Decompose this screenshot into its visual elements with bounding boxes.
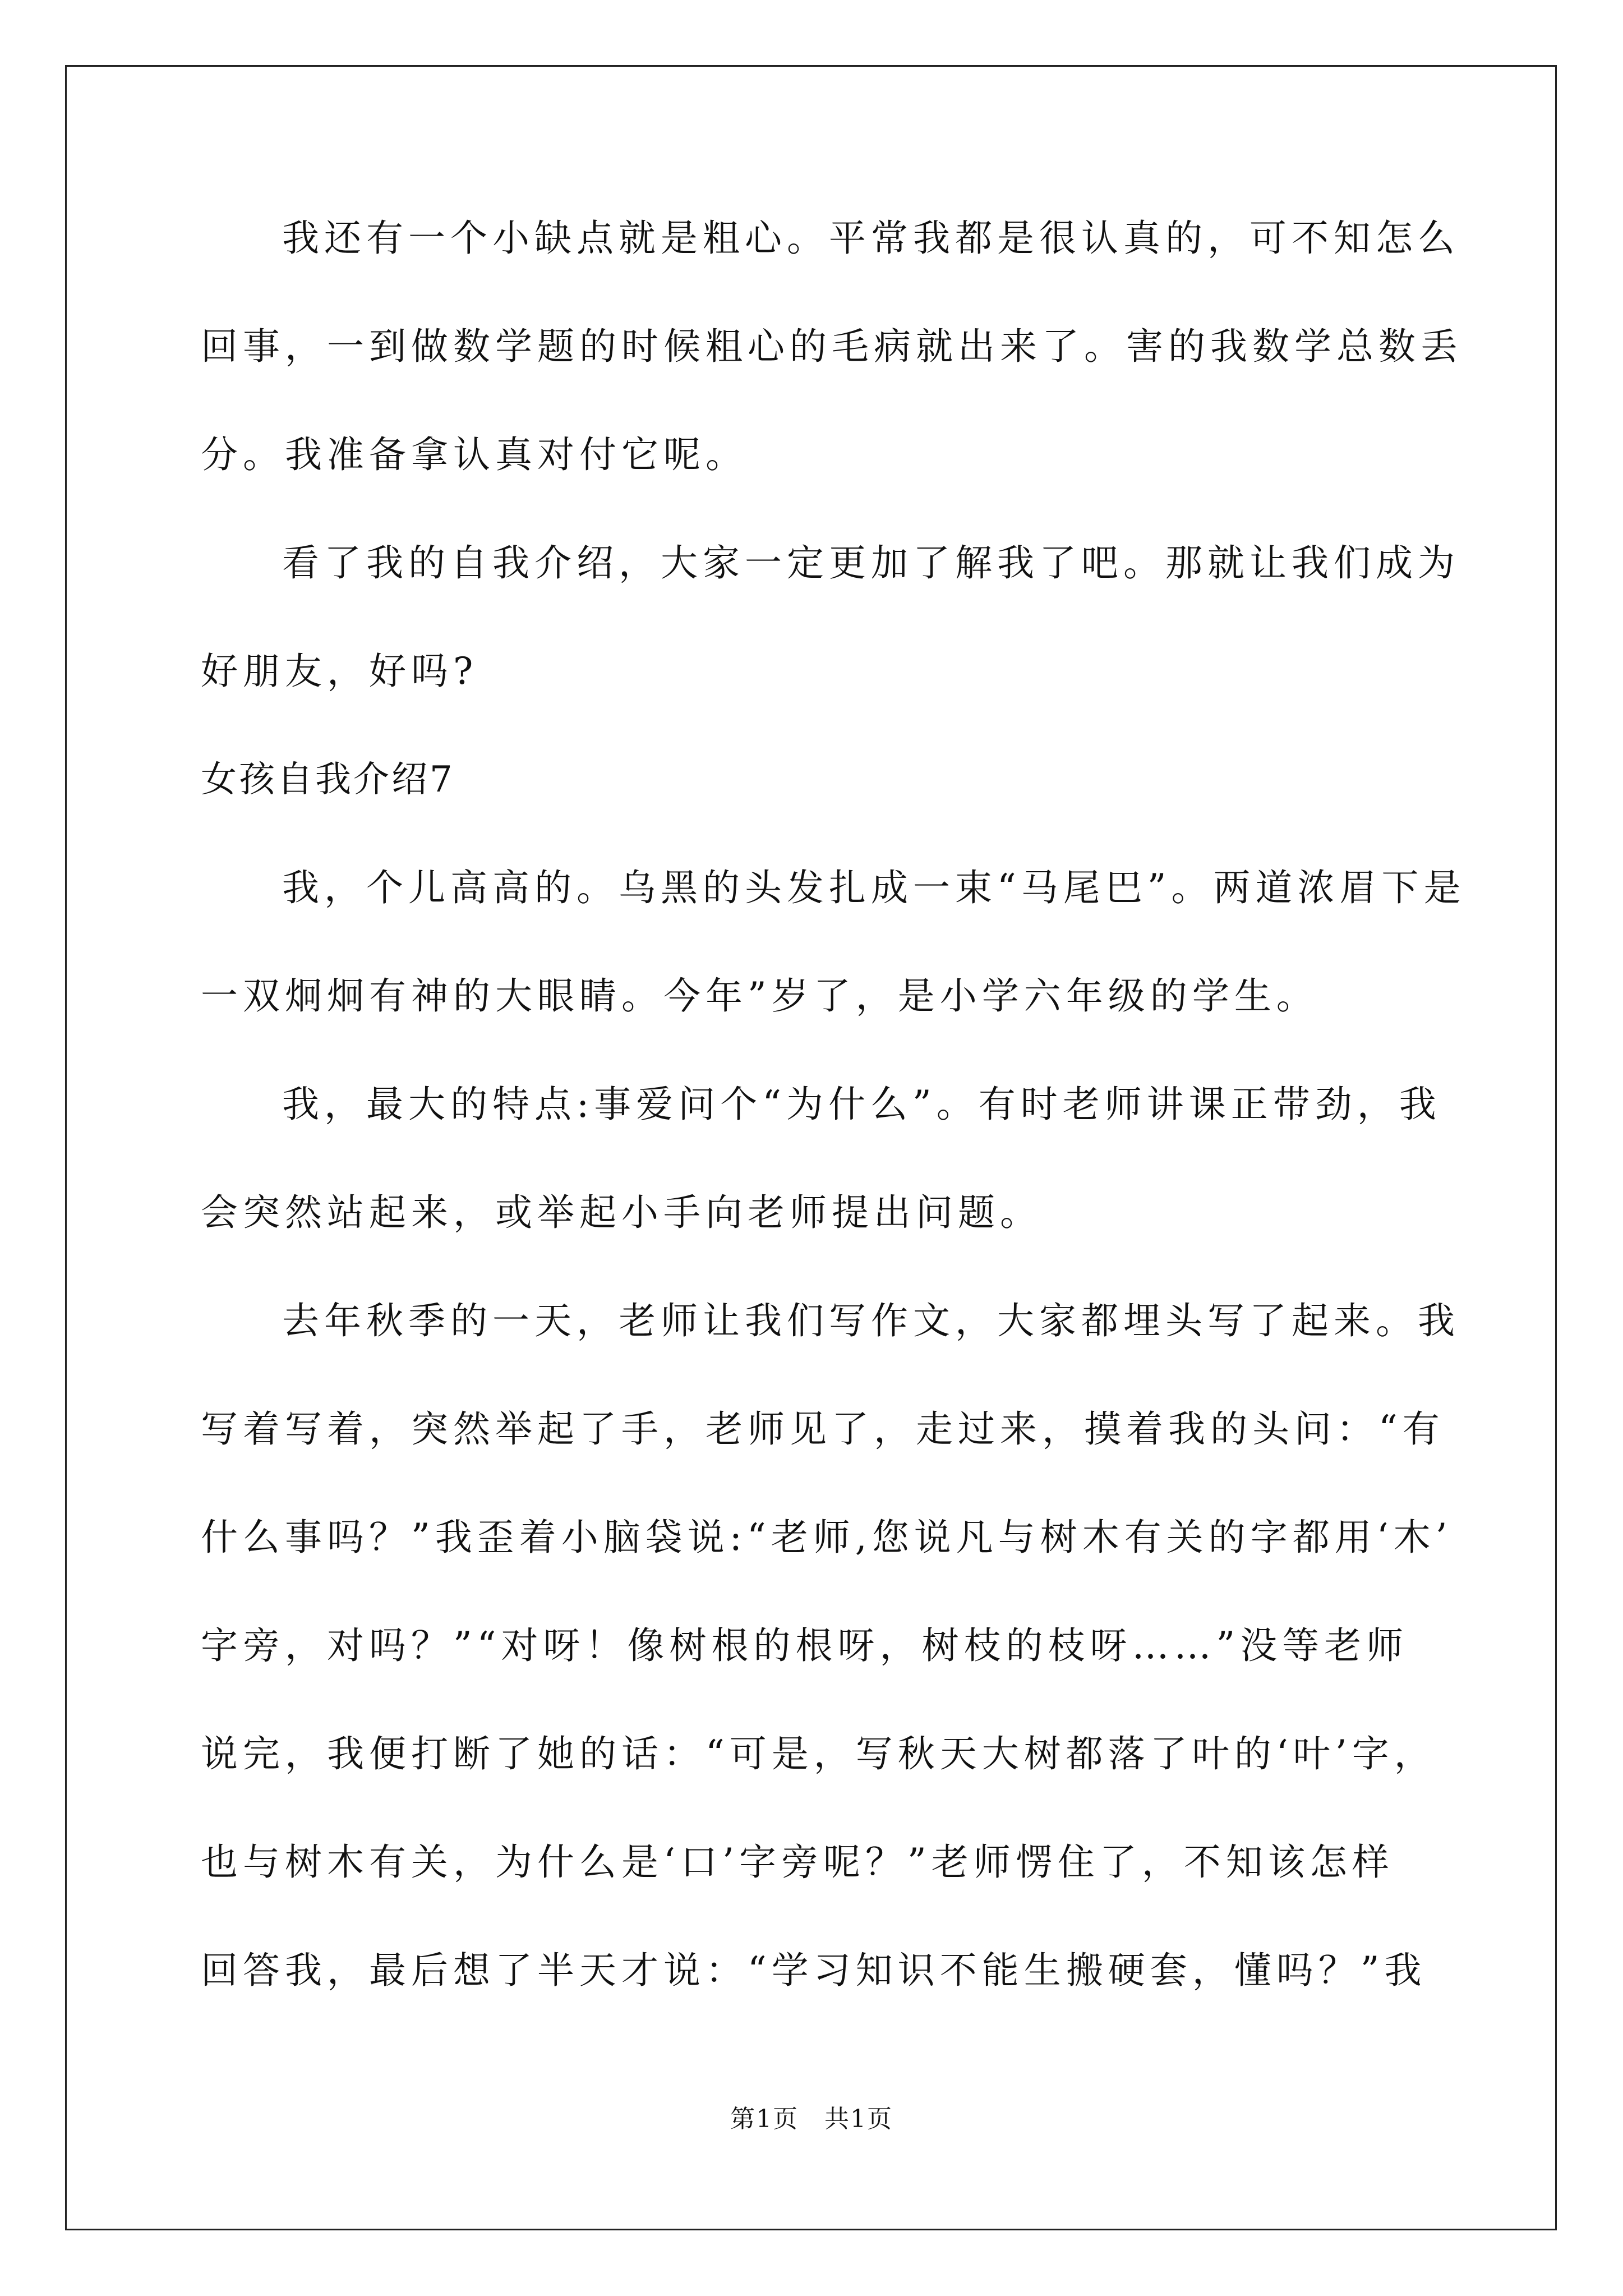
paragraph-line: 也与树木有关，为什么是‘口’字旁呢？”老师愣住了，不知该怎样 <box>201 1841 1394 1884</box>
paragraph-line: 回事，一到做数学题的时候粗心的毛病就出来了。害的我数学总数丢 <box>201 325 1463 368</box>
paragraph-line: 一双炯炯有神的大眼睛。今年”岁了，是小学六年级的学生。 <box>201 974 1318 1018</box>
paragraph-line: 说完，我便打断了她的话：“可是，写秋天大树都落了叶的‘叶’字， <box>201 1732 1436 1775</box>
paragraph-line: 写着写着，突然举起了手，老师见了，走过来，摸着我的头问：“有 <box>201 1407 1445 1451</box>
paragraph-line: 我还有一个小缺点就是粗心。平常我都是很认真的，可不知怎么 <box>282 217 1460 260</box>
paragraph-line: 分。我准备拿认真对付它呢。 <box>201 433 748 476</box>
paragraph-line: 什么事吗？”我歪着小脑袋说:“老师,您说凡与树木有关的字都用‘木’ <box>201 1516 1453 1559</box>
paragraph-line: 字旁，对吗？”“对呀！像树根的根呀，树枝的枝呀……”没等老师 <box>201 1624 1409 1667</box>
section-heading: 女孩自我介绍7 <box>201 759 455 800</box>
paragraph-line: 看了我的自我介绍，大家一定更加了解我了吧。那就让我们成为 <box>282 541 1460 585</box>
page-border <box>65 65 1557 2230</box>
paragraph-line: 去年秋季的一天，老师让我们写作文，大家都埋头写了起来。我 <box>282 1299 1460 1342</box>
paragraph-line: 回答我，最后想了半天才说：“学习知识不能生搬硬套，懂吗？”我 <box>201 1949 1427 1992</box>
paragraph-line: 会突然站起来，或举起小手向老师提出问题。 <box>201 1191 1042 1234</box>
paragraph-line: 好朋友，好吗? <box>201 650 478 693</box>
paragraph-line: 我，最大的特点:事爱问个“为什么”。有时老师讲课正带劲，我 <box>282 1083 1441 1126</box>
page-number: 第1页 共1页 <box>730 2105 893 2133</box>
paragraph-line: 我，个儿高高的。乌黑的头发扎成一束“马尾巴”。两道浓眉下是 <box>282 866 1466 909</box>
